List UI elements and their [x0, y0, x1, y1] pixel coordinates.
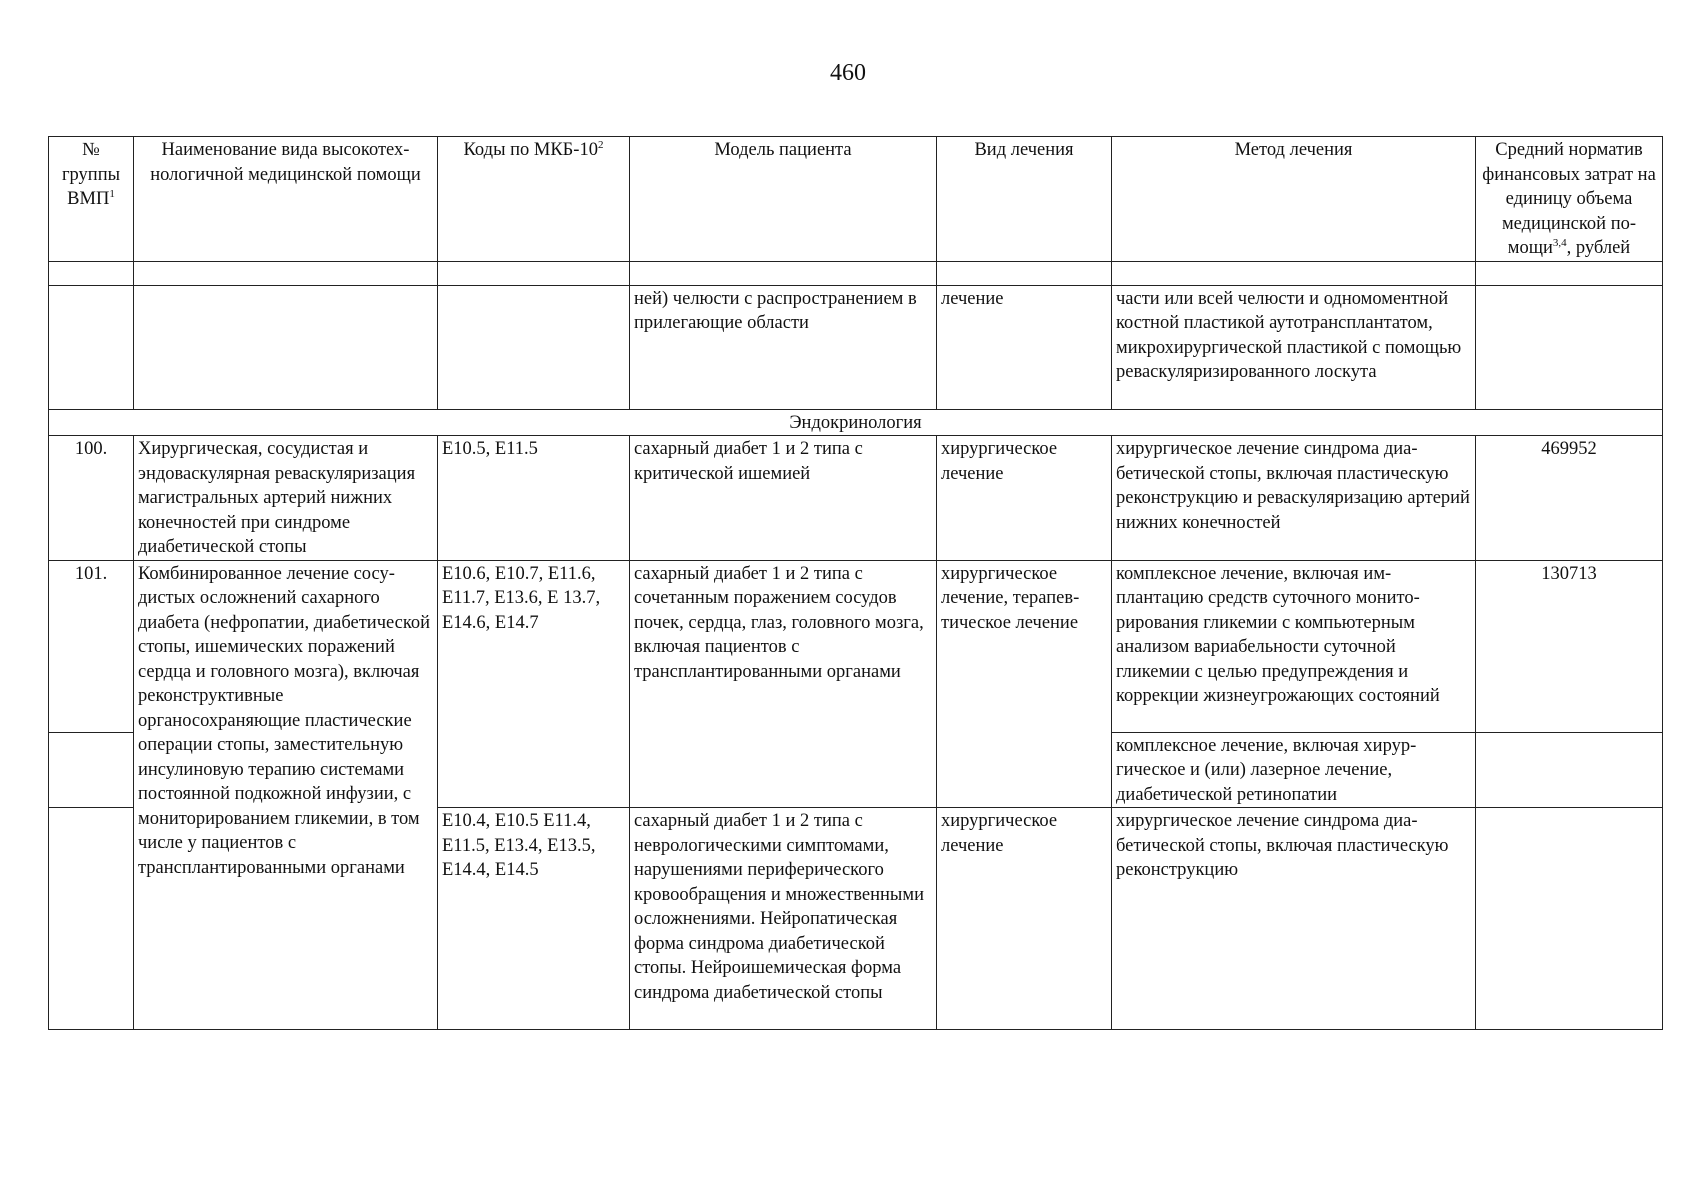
group-100-cost: 469952 — [1476, 436, 1663, 561]
header-name: Наименование вида высокотехнологичной медицинской помощи — [134, 137, 438, 262]
page-number: 460 — [830, 60, 866, 86]
group-101-codes-a: E10.6, E10.7, E11.6, E11.7, E13.6, E 13.7, E14.6, E14.7 — [438, 560, 630, 808]
header-codes: Коды по МКБ-$10^2$ — [438, 137, 630, 262]
header-cost: Средний норматив финансовых затрат на единицу объема медицинской помощи$^{3,4}$, рублей — [1476, 137, 1663, 262]
header-method: Метод лечения — [1112, 137, 1476, 262]
group-101-kind-b: хирургическое лечение — [937, 808, 1112, 1030]
group-101-codes-b: E10.4, E10.5 E11.4, E11.5, E13.4, E13.5, E14.4, E14.5 — [438, 808, 630, 1030]
vmp-table — [48, 136, 1663, 1030]
header-spacer-row — [49, 261, 1663, 285]
continuation-model: ней) челюсти с распространением в прилегающие области — [630, 285, 937, 409]
continuation-row — [49, 285, 1663, 409]
header-row — [49, 137, 1663, 262]
group-100-method: хирургическое лечение синдрома диабетической стопы, включая пластическую реконструкцию и реваскуляризацию артерий нижних конечностей — [1112, 436, 1476, 561]
group-100-row — [49, 436, 1663, 561]
header-kind: Вид лечения — [937, 137, 1112, 262]
header-group-number: № группы ВМП$^1$ — [49, 137, 134, 262]
group-101-method-a1: комплексное лечение, включая имплантацию средств суточного мониторирования гликемии с компьютерным анализом вариабельности суточной гликемии с целью предупреждения и коррекции жизнеугрожающих состояний — [1112, 560, 1476, 732]
group-101-name: Комбинированное лечение сосудистых осложнений сахарного диабета (нефропатии, диабетической стопы, ишемических поражений сердца и головного мозга), включая реконструктивные органосохраняющие пластические операции стопы, заместительную инсулиновую терапию системами постоянной подкожной инфузии, с мониторированием гликемии, в том числе у пациентов с трансплантированными органами — [134, 560, 438, 1030]
group-101-row-a1 — [49, 560, 1663, 732]
group-101-method-a2: комплексное лечение, включая хирургическое и (или) лазерное лечение, диабетической ретинопатии — [1112, 732, 1476, 808]
continuation-method: части или всей челюсти и одномоментной костной пластикой аутотрансплантатом, микрохирургической пластикой с помощью реваскуляризированного лоскута — [1112, 285, 1476, 409]
group-101-kind-a: хирургическое лечение, терапевтическое лечение — [937, 560, 1112, 808]
group-101-number: 101. — [49, 560, 134, 732]
group-101-model-b: сахарный диабет 1 и 2 типа с неврологическими симптомами, нарушениями периферического кровообращения и множественными осложнениями. Нейропатическая форма синдрома диабетической стопы. Нейроишемическая форма синдрома диабетической стопы — [630, 808, 937, 1030]
group-100-kind: хирургическое лечение — [937, 436, 1112, 561]
group-101-cost: 130713 — [1476, 560, 1663, 732]
group-100-name: Хирургическая, сосудистая и эндоваскулярная реваскуляризация магистральных артерий нижних конечностей при синдроме диабетической стопы — [134, 436, 438, 561]
group-100-codes: E10.5, E11.5 — [438, 436, 630, 561]
group-100-model: сахарный диабет 1 и 2 типа с критической ишемией — [630, 436, 937, 561]
continuation-kind: лечение — [937, 285, 1112, 409]
group-101-method-b: хирургическое лечение синдрома диабетической стопы, включая пластическую реконструкцию — [1112, 808, 1476, 1030]
group-100-number: 100. — [49, 436, 134, 561]
section-row — [49, 409, 1663, 436]
header-model: Модель пациента — [630, 137, 937, 262]
section-title: Эндокринология — [49, 409, 1663, 436]
group-101-model-a: сахарный диабет 1 и 2 типа с сочетанным поражением сосудов почек, сердца, глаз, головного мозга, включая пациентов с трансплантированными органами — [630, 560, 937, 808]
